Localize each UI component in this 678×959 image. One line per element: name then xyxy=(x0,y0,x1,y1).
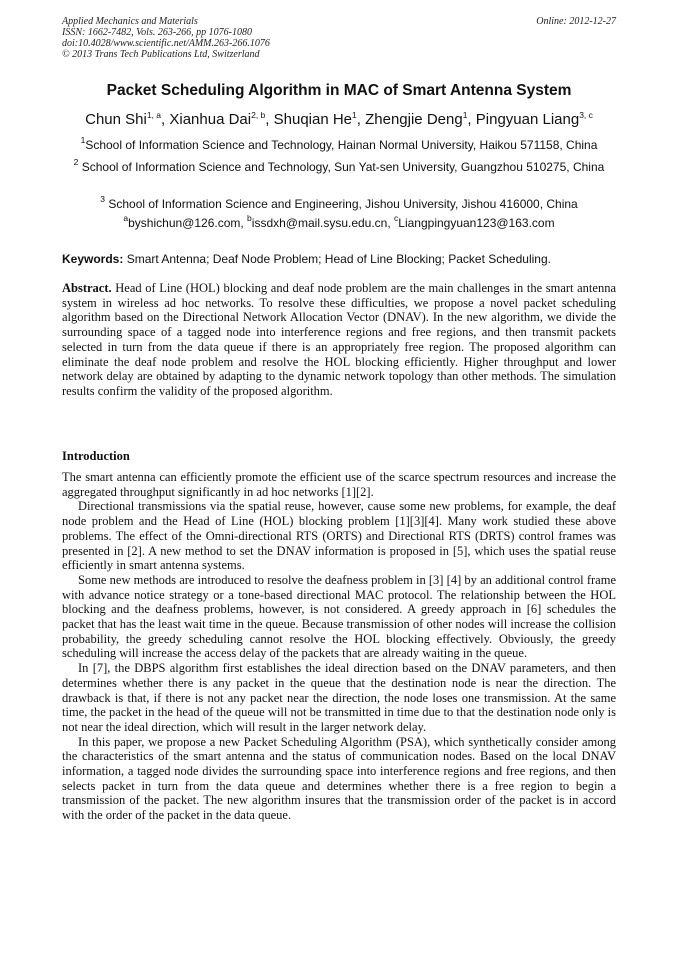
journal-doi: doi:10.4028/www.scientific.net/AMM.263-266.1076 xyxy=(62,38,270,49)
email-sup: a xyxy=(123,213,129,223)
affiliation-text: School of Information Science and Technology, Hainan Normal University, Haikou 571158, China xyxy=(85,138,598,152)
intro-paragraph: The smart antenna can efficiently promote the efficient use of the scarce spectrum resources and increase the aggregated throughput significantly in ad hoc networks [1][2]. xyxy=(62,470,616,499)
paper-title: Packet Scheduling Algorithm in MAC of Smart Antenna System xyxy=(106,82,572,99)
intro-paragraph: Directional transmissions via the spatial reuse, however, cause some new problems, for example, the deaf node problem and the Head of Line (HOL) blocking problem [1][3][4]. Many work studied these above problems. The effect of the Omni-directional RTS (ORTS) and Directional RTS (DRTS) control frames was presented in [2]. A new method to set the DNAV information is proposed in [5], which uses the spatial reuse efficiently in smart antenna systems. xyxy=(62,499,616,573)
author-sup: 2, b xyxy=(251,110,266,120)
journal-copyright: © 2013 Trans Tech Publications Ltd, Switzerland xyxy=(62,49,260,60)
email-sup: b xyxy=(247,213,252,223)
author-sep: , xyxy=(467,111,476,128)
email-sup: c xyxy=(394,213,399,223)
author-list xyxy=(40,110,638,130)
affiliation-text: School of Information Science and Engineering, Jishou University, Jishou 416000, China xyxy=(108,197,578,211)
author-sep: , xyxy=(356,111,366,128)
email-sep: , xyxy=(240,216,248,230)
affiliation-sup: 3 xyxy=(100,194,105,204)
email-address: byshichun@126.com xyxy=(128,216,241,230)
intro-paragraph: In this paper, we propose a new Packet Scheduling Algorithm (PSA), which synthetically consider among the characteristics of the smart antenna and the status of communication nodes. Based on the local DNAV information, a tagged node divides the surrounding space into interference regions and free regions, and then selects packet in turn from the data queue and determines whether there is a free region to begin a transmission of the packet. The new algorithm insures that the transmission order of the packet is in accord with the order of the packet in the data queue. xyxy=(62,734,616,823)
abstract xyxy=(62,281,616,399)
affiliation-text: School of Information Science and Technology, Sun Yat-sen University, Guangzhou 510275, China xyxy=(81,160,605,174)
keywords-text: Smart Antenna; Deaf Node Problem; Head of Line Blocking; Packet Scheduling. xyxy=(126,252,551,266)
email-address: Liangpingyuan123@163.com xyxy=(398,216,555,230)
introduction-body xyxy=(62,470,616,823)
author-sep: , xyxy=(265,111,274,128)
keywords xyxy=(62,252,622,267)
affiliation-1 xyxy=(62,135,616,153)
affiliation-sup: 1 xyxy=(80,135,86,145)
author-name: Xianhua Dai xyxy=(169,111,252,128)
author-sup: 3, c xyxy=(579,110,593,120)
affiliation-2 xyxy=(62,157,616,175)
author-sep: , xyxy=(161,111,170,128)
affiliation-3 xyxy=(62,194,616,212)
journal-header xyxy=(62,16,270,60)
journal-name: Applied Mechanics and Materials xyxy=(62,16,198,27)
keywords-label: Keywords: xyxy=(62,252,124,266)
author-name: Zhengjie Deng xyxy=(365,111,463,128)
author-name: Shuqian He xyxy=(273,111,353,128)
online-date: Online: 2012-12-27 xyxy=(536,16,616,27)
affiliation-sup: 2 xyxy=(73,157,79,167)
email-list xyxy=(62,213,616,231)
introduction-heading: Introduction xyxy=(62,449,130,463)
intro-paragraph: In [7], the DBPS algorithm first establishes the ideal direction based on the DNAV parameters, and then determines whether there is any packet in the queue that the destination node is near the direction. The drawback is that, if there is not any packet near the direction, the node loses one transmission. At the same time, the packet in the head of the queue will not be transmitted in time due to that the destination node only is not near the ideal direction, which will result in the larger network delay. xyxy=(62,661,616,734)
intro-paragraph: Some new methods are introduced to resolve the deafness problem in [3] [4] by an additional control frame with advance notice strategy or a tone-based directional MAC protocol. The relationship between the HOL blocking and the deafness problems, however, is not considered. A greedy approach in [6] schedules the packet that has the least wait time in the queue. Because transmission of other nodes will increase the collision probability, the greedy scheduling cannot resolve the HOL blocking effectively. Obviously, the greedy scheduling will increase the access delay of the packets that are already waiting in the queue. xyxy=(62,572,616,661)
abstract-text: Head of Line (HOL) blocking and deaf node problem are the main challenges in the smart antenna system in wireless ad hoc networks. To resolve these difficulties, we propose a novel packet scheduling algorithm based on the Directional Network Allocation Vector (DNAV). In the new algorithm, we divide the surrounding space of a tagged node into interference regions and free regions, and then transmit packets selected in turn from the data queue if there is an appropriately free region. The proposed algorithm can eliminate the deaf node problem and resolve the HOL blocking efficiently. Higher throughput and lower network delay are obtained by adapting to the dynamic network topology than other methods. The simulation results confirm the validity of the proposed algorithm. xyxy=(62,281,617,398)
abstract-label: Abstract. xyxy=(62,281,112,295)
author-sup: 1, a xyxy=(146,110,162,120)
author-sup: 1 xyxy=(462,110,468,120)
journal-issn: ISSN: 1662-7482, Vols. 263-266, pp 1076-1080 xyxy=(62,27,252,38)
email-sep: , xyxy=(387,216,395,230)
email-address: issdxh@mail.sysu.edu.cn xyxy=(251,216,388,230)
author-name: Pingyuan Liang xyxy=(475,111,580,128)
author-sup: 1 xyxy=(352,110,357,120)
author-name: Chun Shi xyxy=(85,111,147,128)
